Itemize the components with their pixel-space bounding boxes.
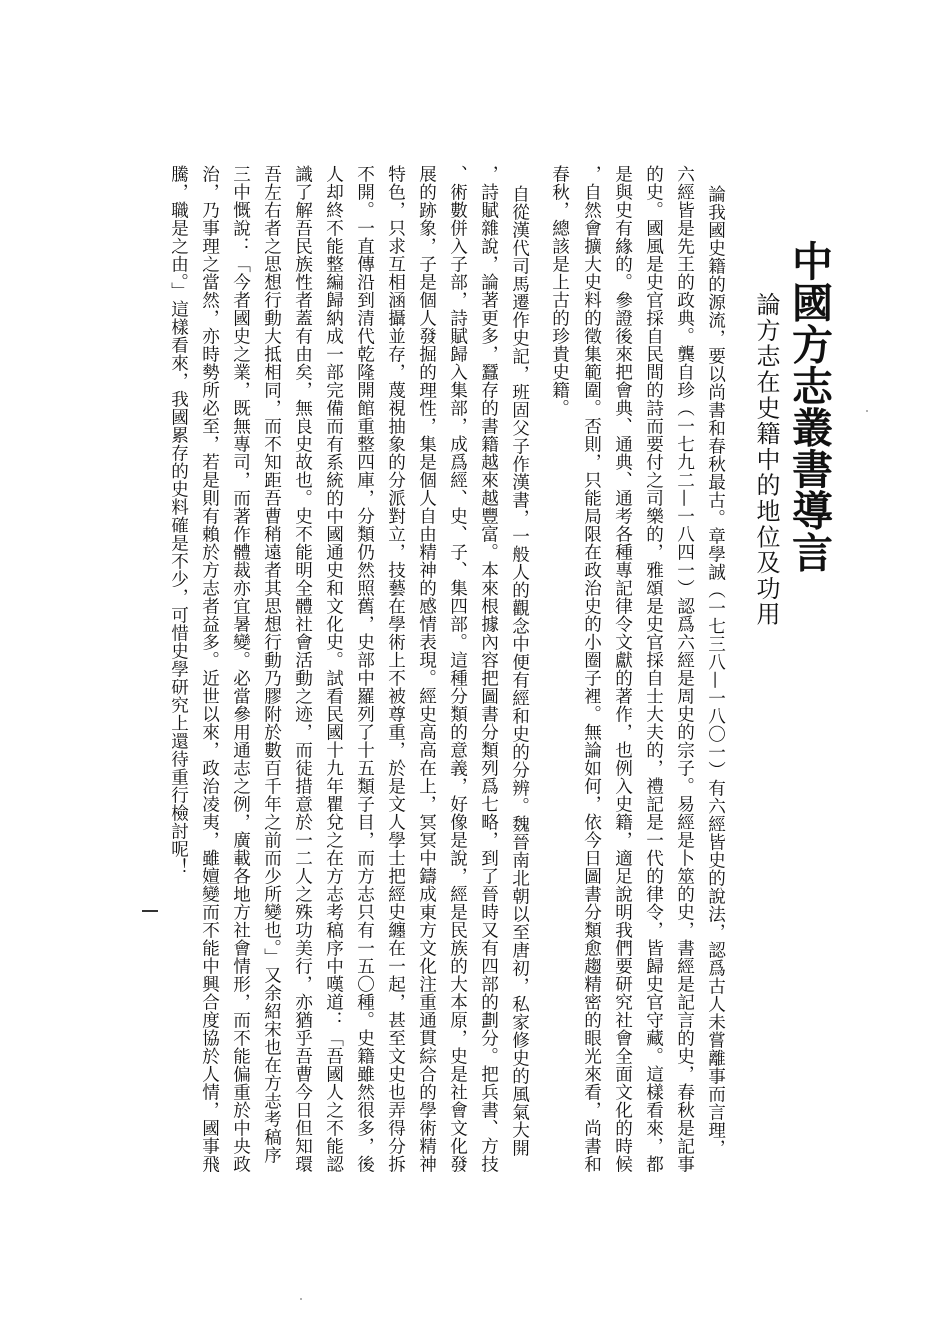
- text-line-7: 自從漢代司馬遷作史記，班固父子作漢書，一般人的觀念中便有經和史的分辨。魏晉南北朝以至唐初，私家修史的風氣大開: [509, 185, 530, 1157]
- scan-speck: [300, 1298, 302, 1300]
- text-line-6: 春秋，總該是上古的珍貴史籍。: [549, 165, 570, 417]
- text-line-5: ，自然會擴大史料的徵集範圍。否則，只能局限在政治史的小圈子裡。無論如何，依今日圖書分類愈趨精密的眼光來看，尚書和: [581, 165, 602, 1173]
- text-line-1: 論我國史籍的源流，要以尚書和春秋最古。章學誠（一七三八—一八〇一）有六經皆史的說法，認爲古人未嘗離事而言理，: [705, 185, 726, 1157]
- scan-speck: [866, 410, 868, 412]
- text-line-16: 三中慨說：「今者國史之業，既無專司，而著作體裁亦宜暑變。必當參用通志之例，廣載各地方社會情形，而不能偏重於中央政: [230, 165, 251, 1173]
- text-line-12: 不開。一直傳沿到清代乾隆開館重整四庫，分類仍然照舊，史部中羅列了十五類子目，而方志只有一五〇種。史籍雖然很多，後: [354, 165, 375, 1173]
- text-line-9: 、術數併入子部，詩賦歸入集部，成爲經、史、子、集四部。這種分類的意義，好像是說，經是民族的大本原，史是社會文化發: [447, 165, 468, 1173]
- text-line-4: 是與史有緣的。參證後來把會典、通典、通考各種專記律令文獻的著作，也例入史籍，適足說明我們要研究社會全面文化的時候: [612, 165, 633, 1173]
- text-line-11: 特色，只求互相涵攝並存，蔑視抽象的分派對立，技藝在學術上不被尊重，於是文人學士把經史纏在一起，甚至文史也弄得分拆: [385, 165, 406, 1173]
- text-line-2: 六經皆是先王的政典。龔自珍（一七九二—一八四一）認爲六經是周史的宗子。易經是卜筮的史，書經是記言的史，春秋是記事: [674, 165, 695, 1173]
- text-line-13: 人却終不能整編歸納成一部完備而有系統的中國通史和文化史。試看民國十九年瞿兌之在方志考稿序中嘆道：「吾國人之不能認: [323, 165, 344, 1173]
- page-subtitle: 論方志在史籍中的地位及功用: [752, 292, 780, 628]
- page-title: 中國方志叢書導言: [785, 240, 833, 573]
- text-line-14: 識了解吾民族性者蓋有由矣，無良史故也。史不能明全體社會活動之迹，而徒措意於一二人之殊功美行，亦猶乎吾曹今日但知環: [292, 165, 313, 1173]
- page-margin-mark: [142, 910, 158, 912]
- text-line-3: 的史。國風是史官採自民間的詩而要付之司樂的，雅頌是史官採自士大夫的，禮記是一代的律令，皆歸史官守藏。這樣看來，都: [643, 165, 664, 1173]
- text-line-18: 騰，職是之由。」這樣看來，我國累存的史料確是不少，可惜史學研究上還待重行檢討呢！: [168, 165, 189, 877]
- text-line-10: 展的跡象，子是個人發掘的理性，集是個人自由精神的感情表現。經史高高在上，冥冥中鑄成東方文化注重通貫綜合的學術精神: [416, 165, 437, 1173]
- text-line-15: 吾左右者之思想行動大抵相同，而不知距吾曹稍遠者其思想行動乃膠附於數百千年之前而少所變也。」又余紹宋也在方志考稿序: [261, 165, 282, 1165]
- text-line-17: 治，乃事理之當然，亦時勢所必至，若是則有賴於方志者益多。近世以來，政治凌夷，雖嬗變而不能中興合度協於人情，國事飛: [199, 165, 220, 1173]
- text-line-8: ，詩賦雜說，論著更多，蠶存的書籍越來越豐富。本來根據內容把圖書分類列爲七略，到了晉時又有四部的劃分。把兵書、方技: [478, 165, 499, 1173]
